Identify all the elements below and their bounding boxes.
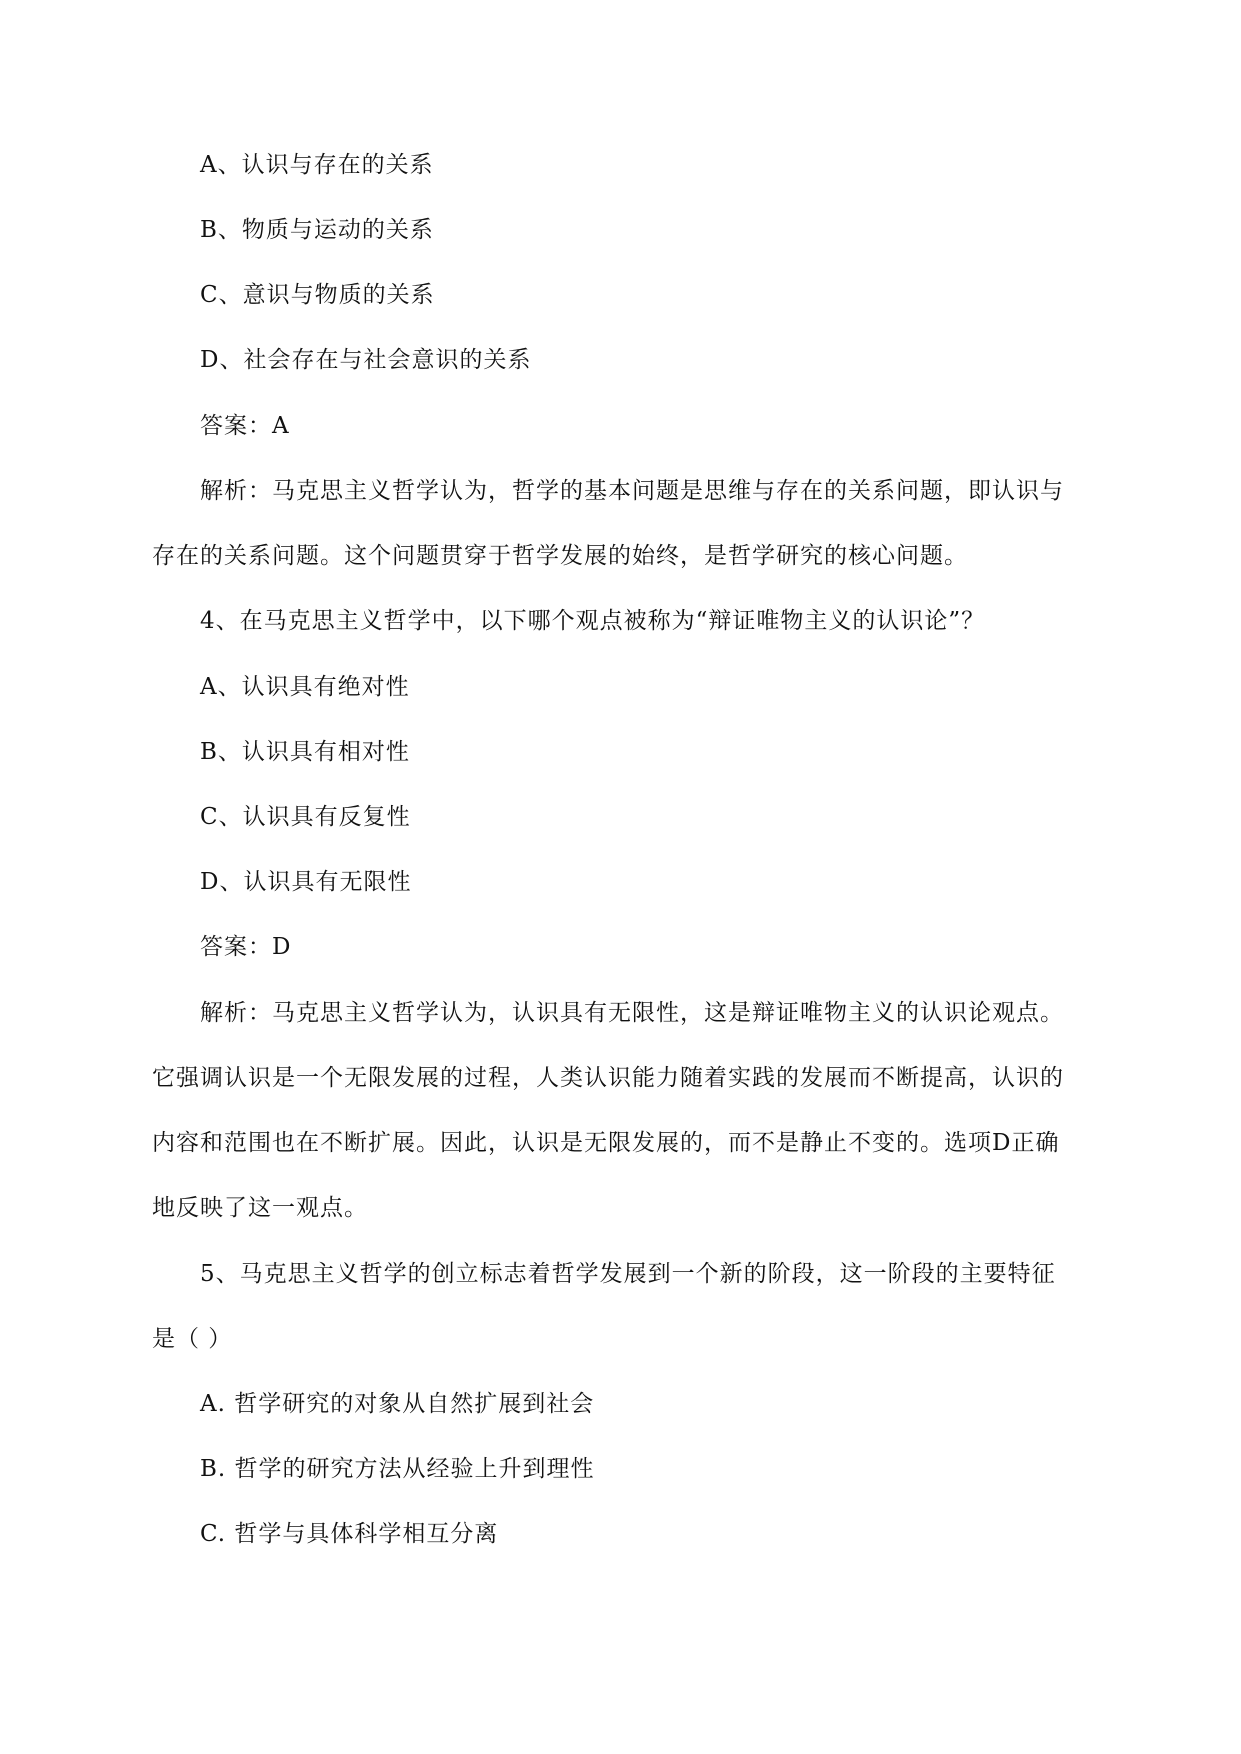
q4-option-b: B、认识具有相对性 [200,739,410,765]
q4-analysis-line: 它强调认识是一个无限发展的过程，人类认识能力随着实践的发展而不断提高，认识的 [152,1065,1064,1091]
q3-answer: 答案：A [200,413,290,439]
q5-question-line: 5、马克思主义哲学的创立标志着哲学发展到一个新的阶段，这一阶段的主要特征 [200,1261,1056,1287]
q3-option-b: B、物质与运动的关系 [200,217,434,243]
q3-option-c: C、意识与物质的关系 [200,282,435,308]
q5-option-c: C. 哲学与具体科学相互分离 [200,1521,499,1547]
q4-analysis-line: 地反映了这一观点。 [152,1195,368,1221]
q5-question-line: 是（ ） [152,1326,233,1352]
q4-option-a: A、认识具有绝对性 [200,674,410,700]
q3-analysis-line: 存在的关系问题。这个问题贯穿于哲学发展的始终，是哲学研究的核心问题。 [152,543,968,569]
q4-question: 4、在马克思主义哲学中，以下哪个观点被称为“辩证唯物主义的认识论”？ [200,608,986,634]
q3-option-d: D、社会存在与社会意识的关系 [200,347,532,373]
q3-option-a: A、认识与存在的关系 [200,152,434,178]
q5-option-a: A. 哲学研究的对象从自然扩展到社会 [200,1391,595,1417]
q3-analysis-line: 解析：马克思主义哲学认为，哲学的基本问题是思维与存在的关系问题，即认识与 [200,478,1064,504]
q4-answer: 答案：D [200,934,292,960]
q4-option-c: C、认识具有反复性 [200,804,411,830]
q4-analysis-line: 解析：马克思主义哲学认为，认识具有无限性，这是辩证唯物主义的认识论观点。 [200,1000,1064,1026]
q5-option-b: B. 哲学的研究方法从经验上升到理性 [200,1456,595,1482]
q4-option-d: D、认识具有无限性 [200,869,412,895]
q4-analysis-line: 内容和范围也在不断扩展。因此，认识是无限发展的，而不是静止不变的。选项D正确 [152,1130,1060,1156]
